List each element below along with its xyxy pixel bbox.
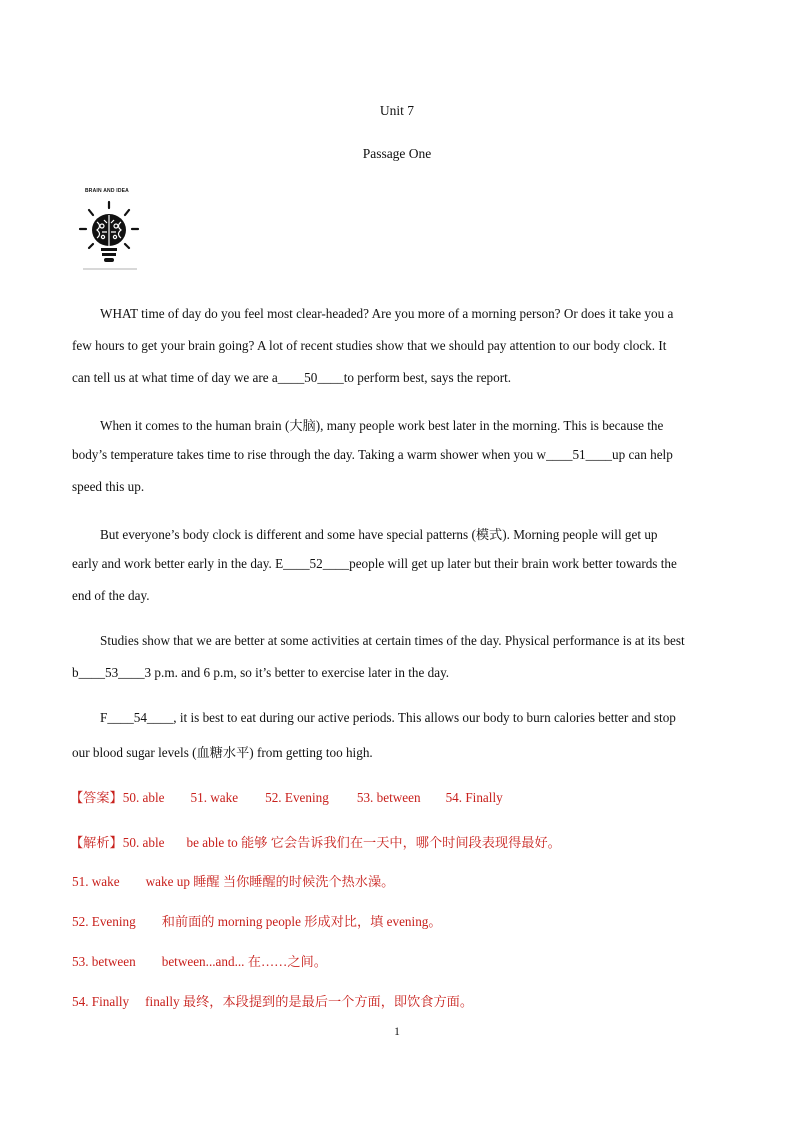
p4-line1: Studies show that we are better at some activities at certain times of the day. Physical performance is at its best (100, 633, 685, 648)
p1-line3-text-b: to perform best, says the report. (343, 370, 512, 385)
p3-line2-text-b: people will get up later but their brain work better towards the (349, 556, 677, 571)
brain-lightbulb-icon (75, 196, 147, 280)
analysis-51-text: wake up 睡醒 当你睡醒的时候洗个热水澡。 (145, 874, 395, 889)
answers-label: 【答案】 (70, 790, 123, 805)
p2-line1: When it comes to the human brain (大脑), many people work best later in the morning. This is because the (100, 418, 664, 433)
answer-52: 52. Evening (265, 790, 329, 805)
analysis-53-key: 53. between (72, 954, 136, 969)
p1-line2: few hours to get your brain going? A lot of recent studies show that we should pay attention to our body clock. It (72, 338, 667, 353)
p3-line3: end of the day. (72, 588, 150, 603)
p5-line1-text-b: , it is best to eat during our active periods. This allows our body to burn calories better and stop (173, 710, 676, 725)
p2-line3: speed this up. (72, 479, 145, 494)
blank-50: ____50____ (277, 370, 344, 385)
p4-line2-text-a: b (72, 665, 79, 680)
p3-line2-text-a: early and work better early in the day. E (72, 556, 284, 571)
blank-52: ____52____ (283, 556, 350, 571)
p2-line2 (72, 447, 673, 463)
logo-text: BRAIN AND IDEA (84, 188, 129, 194)
analysis-row-50 (70, 832, 561, 851)
p1-line3 (72, 370, 511, 386)
analysis-50-text: be able to 能够 它会告诉我们在一天中，哪个时间段表现得最好。 (186, 835, 561, 850)
analysis-54-key: 54. Finally (72, 994, 130, 1009)
page-number: 1 (394, 1026, 400, 1038)
blank-54: ____54____ (107, 710, 174, 725)
analysis-54-text: finally 最终，本段提到的是最后一个方面，即饮食方面。 (145, 994, 474, 1009)
analysis-50-key: 50. able (122, 835, 165, 850)
passage-title: Passage One (362, 146, 432, 161)
analysis-row-51 (72, 871, 394, 890)
analysis-53-text: between...and... 在……之间。 (161, 954, 327, 969)
p1-line1: WHAT time of day do you feel most clear-headed? Are you more of a morning person? Or does it take you a (100, 306, 674, 321)
blank-53: ____53____ (78, 665, 145, 680)
p5-line1-text-a: F (100, 710, 108, 725)
answer-50: 50. able (122, 790, 165, 805)
p5-line2: our blood sugar levels (血糖水平) from getting too high. (72, 745, 373, 760)
answer-51: 51. wake (190, 790, 239, 805)
p3-line1: But everyone’s body clock is different and some have special patterns (模式). Morning people will get up (100, 527, 658, 542)
p4-line2 (72, 665, 449, 681)
unit-title: Unit 7 (379, 103, 415, 118)
p1-line3-text-a: can tell us at what time of day we are a (72, 370, 278, 385)
analysis-label: 【解析】 (70, 835, 123, 850)
p4-line2-text-b: 3 p.m. and 6 p.m, so it’s better to exercise later in the day. (144, 665, 450, 680)
analysis-51-key: 51. wake (72, 874, 120, 889)
brain-idea-logo (83, 188, 155, 278)
analysis-row-53 (72, 951, 327, 970)
analysis-52-key: 52. Evening (72, 914, 136, 929)
answers-row (70, 787, 503, 806)
analysis-row-52 (72, 911, 442, 930)
analysis-row-54 (72, 991, 473, 1010)
p3-line2 (72, 556, 677, 572)
p2-line2-text-a: body’s temperature takes time to rise through the day. Taking a warm shower when you w (72, 447, 547, 462)
p5-line1 (100, 710, 676, 726)
p2-line2-text-b: up can help (612, 447, 673, 462)
answer-53: 53. between (356, 790, 421, 805)
answer-54: 54. Finally (445, 790, 503, 805)
analysis-52-text: 和前面的 morning people 形成对比，填 evening。 (161, 914, 442, 929)
blank-51: ____51____ (546, 447, 613, 462)
